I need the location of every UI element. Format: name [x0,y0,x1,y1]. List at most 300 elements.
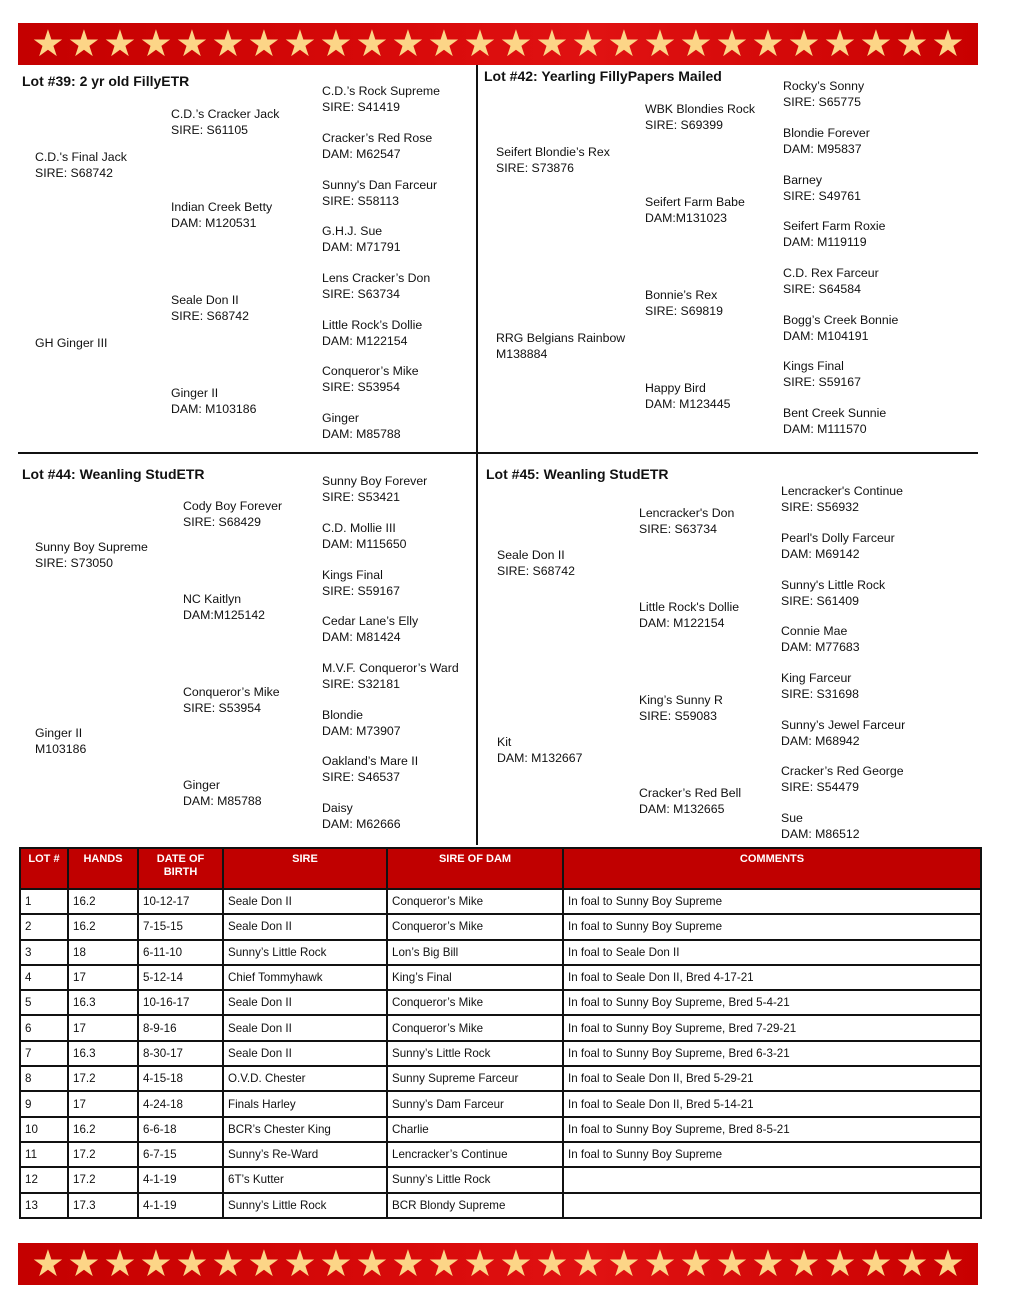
star-icon: ★ [103,1243,137,1284]
registration-number: DAM: M68942 [781,733,860,748]
parent-entry [639,506,734,537]
lot-title: Lot #44: Weanling Stud [22,466,177,482]
horse-name: GH Ginger III [35,336,108,350]
cell-hands: 16.2 [68,1117,138,1142]
grandparent-entry [781,764,904,795]
horse-name: Lencracker's Don [639,506,735,520]
grandparent-entry [322,84,440,115]
horse-name: Connie Mae [781,624,848,638]
grandparent-entry [781,671,859,702]
horse-name: C.D. Mollie III [322,521,396,535]
registration-number: DAM: M85788 [322,426,401,441]
grandparent-entry [322,708,401,739]
horse-name: Kings Final [783,359,844,373]
registration-number: SIRE: S31698 [781,686,859,701]
cell-date-of-birth: 5-12-14 [138,965,223,990]
registration-number: DAM: M85788 [183,793,262,808]
registration-number: SIRE: S61409 [781,593,859,608]
table-row [20,990,981,1015]
parent-entry [183,592,265,623]
lot-title: Lot #39: 2 yr old Filly [22,73,162,89]
table-row [20,1015,981,1040]
registration-number: SIRE: S61105 [171,122,249,137]
star-icon: ★ [319,23,353,64]
vertical-divider [476,65,478,845]
horse-name: Seale Don II [497,548,565,562]
registration-number: SIRE: S59083 [639,708,717,723]
star-icon: ★ [355,23,389,64]
horse-name: Cedar Lane’s Elly [322,614,419,628]
horse-name: Conqueror’s Mike [322,364,419,378]
cell-lot: 12 [20,1167,68,1192]
registration-number: SIRE: S58113 [322,193,400,208]
cell-sire-of-dam: Conqueror’s Mike [387,1015,563,1040]
cell-sire-of-dam: Charlie [387,1117,563,1142]
cell-hands: 16.3 [68,1041,138,1066]
subject-dam [35,726,86,757]
cell-hands: 17.2 [68,1167,138,1192]
star-icon: ★ [895,23,929,64]
cell-lot: 10 [20,1117,68,1142]
star-icon: ★ [571,1243,605,1284]
star-icon: ★ [679,1243,713,1284]
horse-name: Sunny Boy Forever [322,474,428,488]
horse-name: Bent Creek Sunnie [783,406,887,420]
star-icon: ★ [211,1243,245,1284]
star-icon: ★ [751,23,785,64]
star-icon: ★ [175,1243,209,1284]
grandparent-entry [322,271,430,302]
star-icon: ★ [175,23,209,64]
cell-sire-of-dam: Lencracker’s Continue [387,1142,563,1167]
registration-number: SIRE: S68742 [497,563,575,578]
grandparent-entry [781,531,895,562]
cell-sire: Seale Don II [223,1041,387,1066]
grandparent-entry [322,131,432,162]
grandparent-entry [322,474,427,505]
cell-date-of-birth: 4-24-18 [138,1091,223,1116]
grandparent-entry [781,624,860,655]
cell-lot: 8 [20,1066,68,1091]
subject-sire [35,540,148,571]
cell-sire: O.V.D. Chester [223,1066,387,1091]
star-icon: ★ [643,1243,677,1284]
grandparent-entry [783,406,886,437]
horse-name: NC Kaitlyn [183,592,242,606]
star-icon: ★ [103,23,137,64]
registration-number: DAM: M77683 [781,639,860,654]
star-icon: ★ [283,23,317,64]
cell-date-of-birth: 4-1-19 [138,1167,223,1192]
star-icon: ★ [571,23,605,64]
registration-number: SIRE: S63734 [322,286,400,301]
lot-subtitle: ETR [161,73,190,89]
table-row [20,914,981,939]
registration-number: DAM: M103186 [171,401,257,416]
horse-name: Sunny's Little Rock [781,578,886,592]
cell-sire: Seale Don II [223,1015,387,1040]
subject-sire [496,145,610,176]
star-icon: ★ [679,23,713,64]
horse-name: Blondie Forever [783,126,870,140]
grandparent-entry [322,224,401,255]
table-row [20,1167,981,1192]
horse-name: RRG Belgians Rainbow [496,331,626,345]
registration-number: DAM:M131023 [645,210,728,225]
grandparent-entry [781,718,905,749]
cell-lot: 13 [20,1193,68,1218]
cell-hands: 17 [68,965,138,990]
star-icon: ★ [823,23,857,64]
cell-comments: In foal to Sunny Boy Supreme, Bred 8-5-21 [563,1117,981,1142]
horse-name: Rocky’s Sonny [783,79,865,93]
registration-number: SIRE: S69819 [645,303,723,318]
star-icon: ★ [463,1243,497,1284]
table-row [20,1117,981,1142]
horse-name: Cracker’s Red George [781,764,904,778]
grandparent-entry [322,411,401,442]
registration-number: DAM: M86512 [781,826,860,841]
grandparent-entry [783,79,864,110]
star-icon: ★ [823,1243,857,1284]
table-row [20,940,981,965]
grandparent-entry [783,219,886,250]
cell-date-of-birth: 10-16-17 [138,990,223,1015]
star-icon: ★ [643,23,677,64]
cell-sire-of-dam: Lon’s Big Bill [387,940,563,965]
registration-number: SIRE: S65775 [783,94,861,109]
registration-number: SIRE: S68742 [171,308,249,323]
registration-number: DAM: M81424 [322,629,401,644]
registration-number: SIRE: S53954 [183,700,261,715]
horse-name: Cody Boy Forever [183,499,283,513]
cell-comments: In foal to Sunny Boy Supreme, Bred 5-4-21 [563,990,981,1015]
star-icon: ★ [67,23,101,64]
horse-name: Cracker’s Red Bell [639,786,742,800]
cell-hands: 17.2 [68,1142,138,1167]
table-row [20,1193,981,1218]
cell-sire-of-dam: Sunny’s Little Rock [387,1167,563,1192]
cell-comments: In foal to Sunny Boy Supreme [563,889,981,914]
cell-hands: 18 [68,940,138,965]
cell-sire-of-dam: BCR Blondy Supreme [387,1193,563,1218]
star-icon: ★ [715,1243,749,1284]
grandparent-entry [322,568,400,599]
star-icon: ★ [787,23,821,64]
grandparent-entry [322,318,422,349]
parent-entry [183,685,280,716]
registration-number: SIRE: S41419 [322,99,400,114]
table-row [20,1041,981,1066]
subject-dam [35,336,107,352]
parent-entry [645,102,755,133]
subject-dam [496,331,625,362]
grandparent-entry [322,754,418,785]
horse-name: Barney [783,173,822,187]
cell-sire: Finals Harley [223,1091,387,1116]
cell-comments: In foal to Seale Don II, Bred 5-14-21 [563,1091,981,1116]
horse-name: Cracker’s Red Rose [322,131,433,145]
grandparent-entry [783,173,861,204]
registration-number: SIRE: S68742 [35,165,113,180]
cell-date-of-birth: 6-7-15 [138,1142,223,1167]
cell-sire-of-dam: Conqueror’s Mike [387,889,563,914]
cell-sire: Sunny’s Little Rock [223,1193,387,1218]
cell-hands: 16.2 [68,914,138,939]
star-icon: ★ [31,23,65,64]
cell-comments: In foal to Seale Don II [563,940,981,965]
star-icon: ★ [247,1243,281,1284]
lot-subtitle: ETR [640,466,669,482]
registration-number: SIRE: S59167 [783,374,861,389]
horse-name: Indian Creek Betty [171,200,273,214]
grandparent-entry [783,126,870,157]
parent-entry [639,693,723,724]
parent-entry [639,600,739,631]
star-icon: ★ [859,1243,893,1284]
cell-sire: 6T’s Kutter [223,1167,387,1192]
registration-number: DAM: M122154 [322,333,408,348]
cell-sire: Sunny’s Little Rock [223,940,387,965]
registration-number: SIRE: S56932 [781,499,859,514]
star-icon: ★ [787,1243,821,1284]
registration-number: SIRE: S68429 [183,514,261,529]
horse-name: Oakland’s Mare II [322,754,419,768]
cell-date-of-birth: 6-11-10 [138,940,223,965]
subject-dam [497,735,582,766]
star-icon: ★ [607,23,641,64]
star-icon: ★ [427,1243,461,1284]
registration-number: SIRE: S63734 [639,521,717,536]
parent-entry [645,288,723,319]
registration-number: DAM: M73907 [322,723,401,738]
cell-lot: 9 [20,1091,68,1116]
cell-hands: 17 [68,1015,138,1040]
star-icon: ★ [355,1243,389,1284]
horse-name: Lencracker's Continue [781,484,903,498]
registration-number: DAM: M62547 [322,146,401,161]
cell-hands: 16.2 [68,889,138,914]
cell-date-of-birth: 7-15-15 [138,914,223,939]
table-row [20,1142,981,1167]
table-row [20,889,981,914]
cell-hands: 17.3 [68,1193,138,1218]
cell-comments: In foal to Seale Don II, Bred 4-17-21 [563,965,981,990]
horse-name: Sunny Boy Supreme [35,540,148,554]
registration-number: M138884 [496,346,548,361]
grandparent-entry [322,801,401,832]
star-icon: ★ [499,1243,533,1284]
grandparent-entry [322,364,419,395]
cell-lot: 3 [20,940,68,965]
parent-entry [171,293,249,324]
bottom-star-banner [18,1243,978,1285]
registration-number: DAM: M123445 [645,396,731,411]
lot-subtitle: Papers Mailed [627,68,722,84]
star-icon: ★ [463,23,497,64]
horse-name: King’s Sunny R [639,693,723,707]
star-icon: ★ [67,1243,101,1284]
star-icon: ★ [139,1243,173,1284]
cell-hands: 17 [68,1091,138,1116]
table-row [20,1066,981,1091]
horizontal-divider [18,452,978,454]
horse-name: Blondie [322,708,364,722]
star-icon: ★ [211,23,245,64]
horse-name: M.V.F. Conqueror’s Ward [322,661,459,675]
cell-comments: In foal to Sunny Boy Supreme, Bred 6-3-21 [563,1041,981,1066]
horse-name: Seale Don II [171,293,239,307]
horse-name: C.D.’s Rock Supreme [322,84,440,98]
registration-number: DAM: M122154 [639,615,725,630]
registration-number: SIRE: S46537 [322,769,400,784]
cell-sire: BCR’s Chester King [223,1117,387,1142]
registration-number: SIRE: S69399 [645,117,723,132]
cell-hands: 17.2 [68,1066,138,1091]
star-icon: ★ [715,23,749,64]
star-icon: ★ [535,1243,569,1284]
column-header-lot: LOT # [20,848,68,889]
grandparent-entry [783,266,879,297]
horse-name: Ginger II [171,386,219,400]
cell-sire-of-dam: Sunny Supreme Farceur [387,1066,563,1091]
cell-sire: Sunny’s Re-Ward [223,1142,387,1167]
cell-sire-of-dam: Conqueror’s Mike [387,990,563,1015]
cell-lot: 5 [20,990,68,1015]
parent-entry [183,778,262,809]
lot-title-block [486,465,669,484]
cell-date-of-birth: 4-15-18 [138,1066,223,1091]
horse-name: Lens Cracker’s Don [322,271,431,285]
column-header-comments: COMMENTS [563,848,981,889]
grandparent-entry [781,578,885,609]
registration-number: DAM: M95837 [783,141,862,156]
table-row [20,965,981,990]
cell-sire: Seale Don II [223,914,387,939]
horse-name: Kings Final [322,568,383,582]
registration-number: DAM: M132667 [497,750,583,765]
registration-number: SIRE: S53954 [322,379,400,394]
registration-number: M103186 [35,741,87,756]
registration-number: SIRE: S54479 [781,779,859,794]
cell-sire: Seale Don II [223,889,387,914]
cell-comments: In foal to Sunny Boy Supreme [563,914,981,939]
star-icon: ★ [391,1243,425,1284]
star-icon: ★ [283,1243,317,1284]
cell-lot: 11 [20,1142,68,1167]
star-icon: ★ [319,1243,353,1284]
star-icon: ★ [535,23,569,64]
star-icon: ★ [427,23,461,64]
star-icon: ★ [931,1243,965,1284]
column-header-date-of-birth: DATE OF BIRTH [138,848,223,889]
lot-title: Lot #45: Weanling Stud [486,466,641,482]
horse-name: WBK Blondies Rock [645,102,756,116]
registration-number: DAM: M71791 [322,239,401,254]
cell-date-of-birth: 4-1-19 [138,1193,223,1218]
registration-number: SIRE: S73050 [35,555,113,570]
star-icon: ★ [31,1243,65,1284]
parent-entry [645,381,730,412]
parent-entry [171,107,279,138]
star-icon: ★ [607,1243,641,1284]
horse-name: Seifert Farm Roxie [783,219,886,233]
star-icon: ★ [859,23,893,64]
column-header-hands: HANDS [68,848,138,889]
cell-lot: 2 [20,914,68,939]
lot-title-block [22,72,189,91]
cell-comments: In foal to Sunny Boy Supreme [563,1142,981,1167]
horse-name: C.D. Rex Farceur [783,266,879,280]
grandparent-entry [783,313,898,344]
subject-sire [497,548,575,579]
lot-title: Lot #42: Yearling Filly [484,68,628,84]
cell-lot: 1 [20,889,68,914]
horse-name: C.D.’s Cracker Jack [171,107,280,121]
lot-title-block [484,67,722,86]
grandparent-entry [783,359,861,390]
cell-date-of-birth: 8-30-17 [138,1041,223,1066]
subject-sire [35,150,127,181]
cell-lot: 7 [20,1041,68,1066]
grandparent-entry [781,811,860,842]
table-row [20,1091,981,1116]
parent-entry [645,195,745,226]
horse-name: Bogg’s Creek Bonnie [783,313,899,327]
parent-entry [171,200,272,231]
registration-number: DAM: M132665 [639,801,725,816]
registration-number: SIRE: S53421 [322,489,400,504]
registration-number: SIRE: S73876 [496,160,574,175]
cell-sire-of-dam: King’s Final [387,965,563,990]
column-header-sire-of-dam: SIRE OF DAM [387,848,563,889]
registration-number: DAM: M69142 [781,546,860,561]
registration-number: DAM:M125142 [183,607,266,622]
cell-sire-of-dam: Conqueror’s Mike [387,914,563,939]
cell-comments: In foal to Sunny Boy Supreme, Bred 7-29-21 [563,1015,981,1040]
horse-name: Bonnie’s Rex [645,288,718,302]
lot-subtitle: ETR [176,466,205,482]
horse-name: King Farceur [781,671,852,685]
horse-name: Sunny’s Jewel Farceur [781,718,906,732]
horse-name: Seifert Farm Babe [645,195,745,209]
horse-name: Conqueror’s Mike [183,685,280,699]
horse-name: Sunny's Dan Farceur [322,178,438,192]
registration-number: DAM: M115650 [322,536,407,551]
registration-number: DAM: M111570 [783,421,867,436]
horse-name: Kit [497,735,512,749]
cell-sire: Chief Tommyhawk [223,965,387,990]
cell-date-of-birth: 10-12-17 [138,889,223,914]
horse-name: Sue [781,811,803,825]
grandparent-entry [322,614,418,645]
horse-name: Ginger II [35,726,83,740]
star-icon: ★ [391,23,425,64]
horse-name: Little Rock’s Dollie [322,318,423,332]
star-icon: ★ [751,1243,785,1284]
star-icon: ★ [895,1243,929,1284]
parent-entry [171,386,256,417]
top-star-banner [18,23,978,65]
grandparent-entry [322,661,459,692]
star-icon: ★ [247,23,281,64]
registration-number: DAM: M62666 [322,816,401,831]
cell-sire-of-dam: Sunny’s Little Rock [387,1041,563,1066]
column-header-sire: SIRE [223,848,387,889]
registration-number: DAM: M104191 [783,328,869,343]
star-icon: ★ [499,23,533,64]
grandparent-entry [781,484,903,515]
